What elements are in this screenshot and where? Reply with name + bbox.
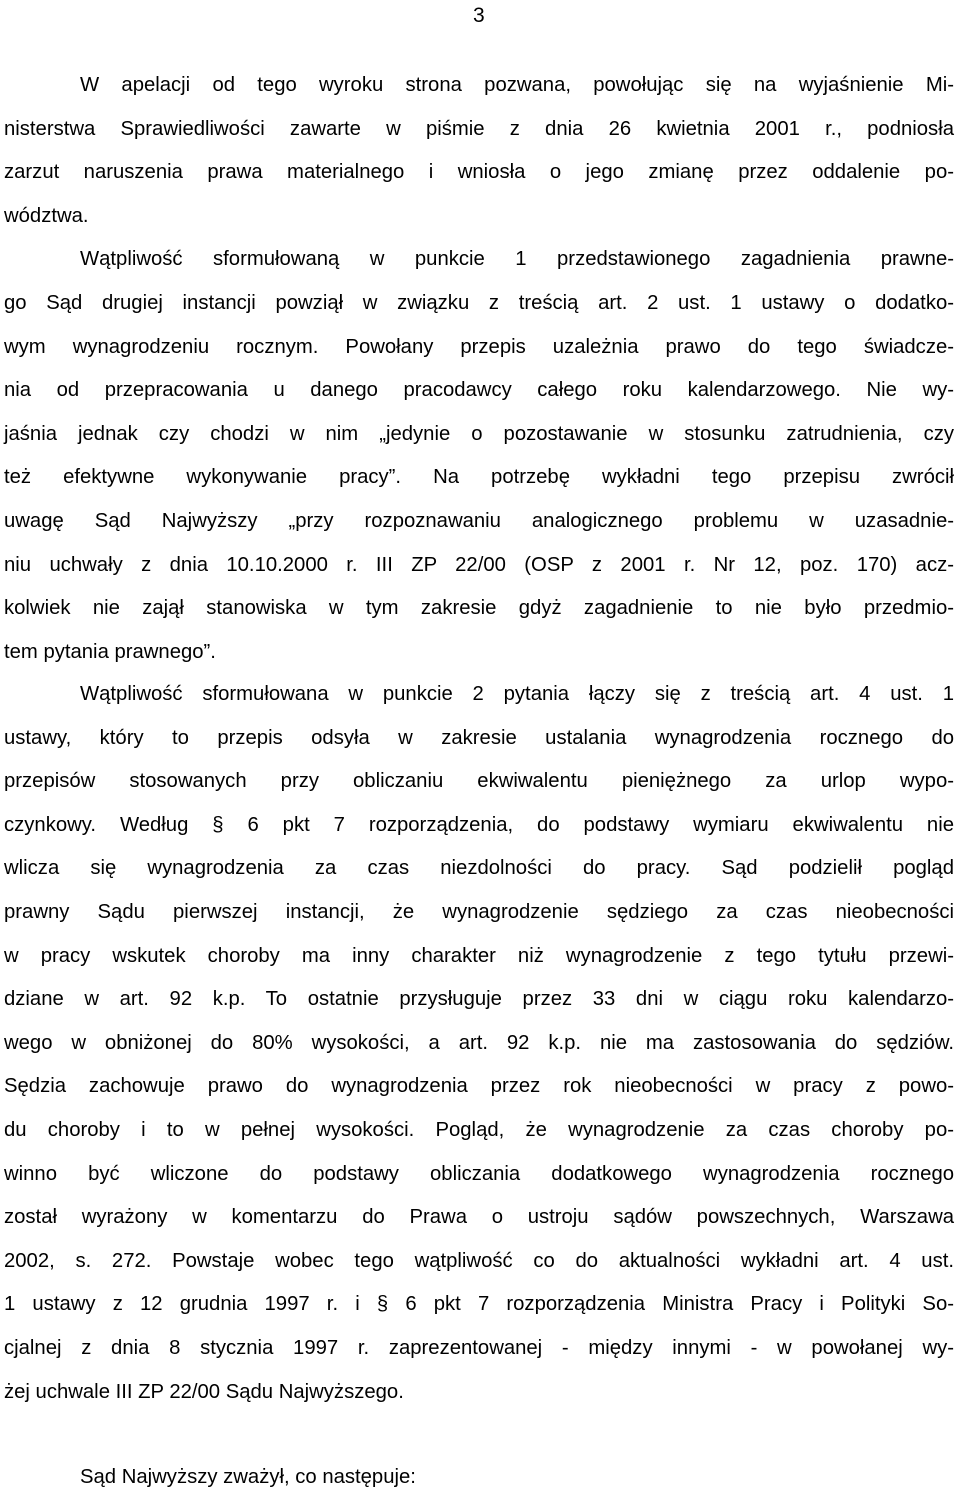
text-line: został wyrażony w komentarzu do Prawa o ustroju sądów powszechnych, Warszawa <box>4 1206 954 1229</box>
text-line: prawny Sądu pierwszej instancji, że wynagrodzenie sędziego za czas nieobecności <box>4 900 954 923</box>
text-line: go Sąd drugiej instancji powziął w związku z treścią art. 2 ust. 1 ustawy o dodatko- <box>4 291 954 314</box>
text-line: żej uchwale III ZP 22/00 Sądu Najwyższego. <box>4 1380 404 1403</box>
section-heading: Sąd Najwyższy zważył, co następuje: <box>80 1466 416 1488</box>
text-line: też efektywne wykonywanie pracy”. Na potrzebę wykładni tego przepisu zwrócił <box>4 466 954 489</box>
page-number: 3 <box>473 4 485 27</box>
text-line: wlicza się wynagrodzenia za czas niezdolności do pracy. Sąd podzielił pogląd <box>4 857 954 880</box>
text-line: czynkowy. Według § 6 pkt 7 rozporządzenia, do podstawy wymiaru ekwiwalentu nie <box>4 813 954 836</box>
text-line: wego w obniżonej do 80% wysokości, a art. 92 k.p. nie ma zastosowania do sędziów. <box>4 1031 954 1054</box>
text-line: W apelacji od tego wyroku strona pozwana, powołując się na wyjaśnienie Mi- <box>80 74 954 96</box>
text-line: wództwa. <box>4 204 89 227</box>
paragraph <box>4 64 954 674</box>
text-line: uwagę Sąd Najwyższy „przy rozpoznawaniu analogicznego problemu w uzasadnie- <box>4 509 954 532</box>
text-line: Wątpliwość sformułowaną w punkcie 1 przedstawionego zagadnienia prawne- <box>80 248 954 271</box>
text-line: niu uchwały z dnia 10.10.2000 r. III ZP 22/00 (OSP z 2001 r. Nr 12, poz. 170) acz- <box>4 553 954 576</box>
text-line: przepisów stosowanych przy obliczaniu ekwiwalentu pieniężnego za urlop wypo- <box>4 770 954 793</box>
text-line: 1 ustawy z 12 grudnia 1997 r. i § 6 pkt 7 rozporządzenia Ministra Pracy i Polityki So- <box>4 1293 954 1316</box>
text-line: jaśnia jednak czy chodzi w nim „jedynie o pozostawanie w stosunku zatrudnienia, czy <box>4 422 954 445</box>
text-line: Sędzia zachowuje prawo do wynagrodzenia przez rok nieobecności w pracy z powo- <box>4 1075 954 1098</box>
text-line: kolwiek nie zajął stanowiska w tym zakresie gdyż zagadnienie to nie było przedmio- <box>4 597 954 620</box>
text-line: Wątpliwość sformułowana w punkcie 2 pytania łączy się z treścią art. 4 ust. 1 <box>80 683 954 705</box>
text-line: nia od przepracowania u danego pracodawcy całego roku kalendarzowego. Nie wy- <box>4 379 954 402</box>
text-line: 2002, s. 272. Powstaje wobec tego wątpliwość co do aktualności wykładni art. 4 ust. <box>4 1249 954 1272</box>
text-line: ustawy, który to przepis odsyła w zakresie ustalania wynagrodzenia rocznego do <box>4 726 954 749</box>
text-line: cjalnej z dnia 8 stycznia 1997 r. zaprezentowanej - między innymi - w powołanej wy- <box>4 1336 954 1359</box>
text-line: w pracy wskutek choroby ma inny charakter niż wynagrodzenie z tego tytułu przewi- <box>4 944 954 967</box>
text-line: winno być wliczone do podstawy obliczania dodatkowego wynagrodzenia rocznego <box>4 1162 954 1185</box>
paragraph <box>4 673 954 1414</box>
text-line: wym wynagrodzeniu rocznym. Powołany przepis uzależnia prawo do tego świadcze- <box>4 335 954 358</box>
text-line: tem pytania prawnego”. <box>4 640 216 663</box>
text-line: dziane w art. 92 k.p. To ostatnie przysługuje przez 33 dni w ciągu roku kalendarzo- <box>4 988 954 1011</box>
text-line: du choroby i to w pełnej wysokości. Pogląd, że wynagrodzenie za czas choroby po- <box>4 1118 954 1141</box>
text-line: nisterstwa Sprawiedliwości zawarte w piśmie z dnia 26 kwietnia 2001 r., podniosła <box>4 117 954 140</box>
text-line: zarzut naruszenia prawa materialnego i wniosła o jego zmianę przez oddalenie po- <box>4 161 954 184</box>
